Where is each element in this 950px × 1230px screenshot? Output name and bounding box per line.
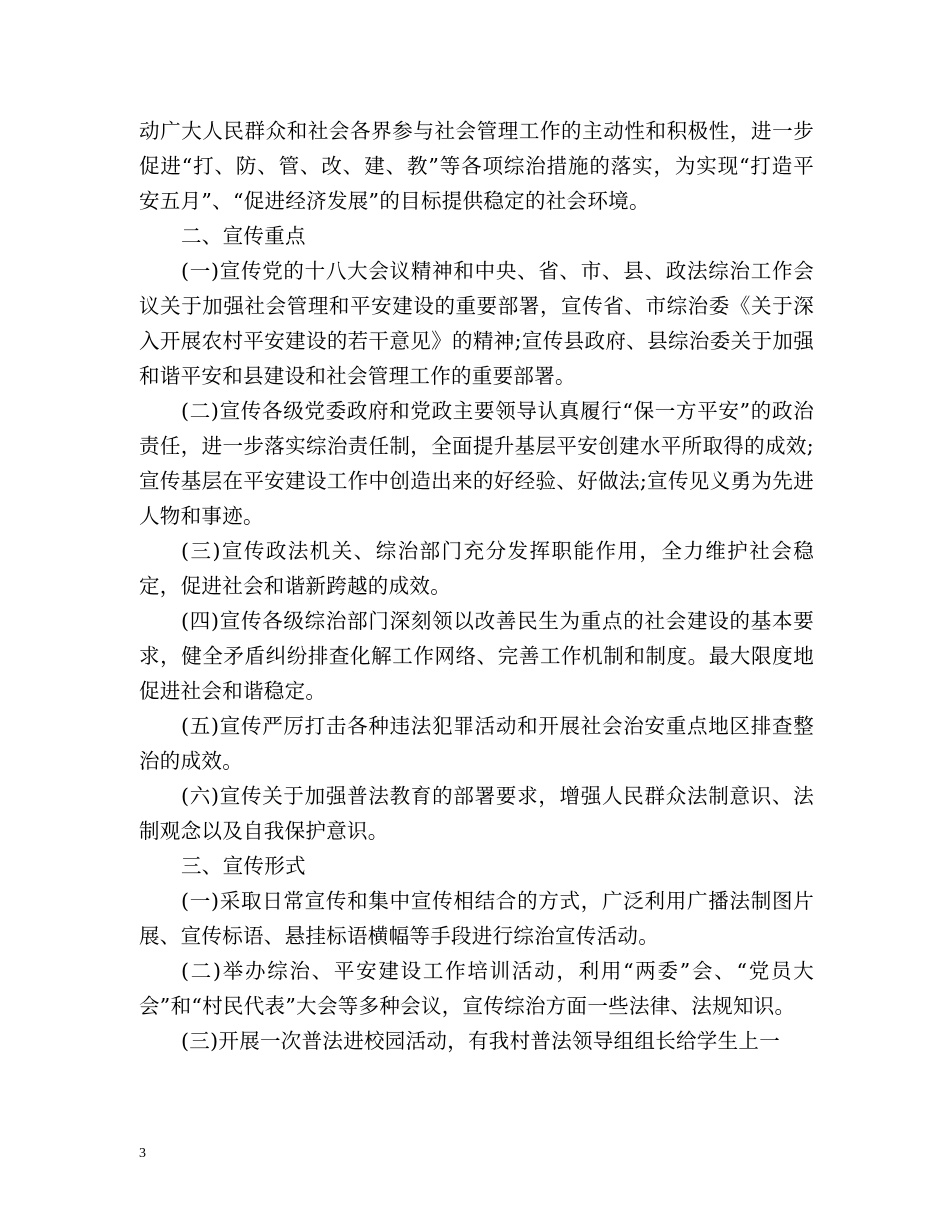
paragraph-focus-5: (五)宣传严厉打击各种违法犯罪活动和开展社会治安重点地区排查整治的成效。 xyxy=(139,714,814,773)
paragraph-form-2: (二)举办综治、平安建设工作培训活动，利用“两委”会、“党员大会”和“村民代表”大会等多种会议，宣传综治方面一些法律、法规知识。 xyxy=(139,959,814,1018)
document-body xyxy=(139,114,814,1059)
section-heading-publicity-focus: 二、宣传重点 xyxy=(181,224,306,248)
paragraph-form-3: (三)开展一次普法进校园活动，有我村普法领导组组长给学生上一 xyxy=(181,1029,780,1053)
section-heading-publicity-forms: 三、宣传形式 xyxy=(181,854,306,878)
paragraph-focus-6: (六)宣传关于加强普法教育的部署要求，增强人民群众法制意识、法制观念以及自我保护意识。 xyxy=(139,784,814,843)
paragraph-focus-4: (四)宣传各级综治部门深刻领以改善民生为重点的社会建设的基本要求，健全矛盾纠纷排查化解工作网络、完善工作机制和制度。最大限度地促进社会和谐稳定。 xyxy=(139,609,814,703)
paragraph-form-1: (一)采取日常宣传和集中宣传相结合的方式，广泛利用广播法制图片展、宣传标语、悬挂标语横幅等手段进行综治宣传活动。 xyxy=(139,889,814,948)
paragraph-focus-1: (一)宣传党的十八大会议精神和中央、省、市、县、政法综治工作会议关于加强社会管理和平安建设的重要部署，宣传省、市综治委《关于深入开展农村平安建设的若干意见》的精神;宣传县政府、县综治委关于加强和谐平安和县建设和社会管理工作的重要部署。 xyxy=(139,259,814,388)
page-number: 3 xyxy=(139,1146,146,1161)
paragraph-continuation: 动广大人民群众和社会各界参与社会管理工作的主动性和积极性，进一步促进“打、防、管、改、建、教”等各项综治措施的落实，为实现“打造平安五月”、“促进经济发展”的目标提供稳定的社会环境。 xyxy=(139,119,814,213)
paragraph-focus-2: (二)宣传各级党委政府和党政主要领导认真履行“保一方平安”的政治责任，进一步落实综治责任制，全面提升基层平安创建水平所取得的成效;宣传基层在平安建设工作中创造出来的好经验、好做法;宣传见义勇为先进人物和事迹。 xyxy=(139,399,814,528)
paragraph-focus-3: (三)宣传政法机关、综治部门充分发挥职能作用，全力维护社会稳定，促进社会和谐新跨越的成效。 xyxy=(139,539,814,598)
